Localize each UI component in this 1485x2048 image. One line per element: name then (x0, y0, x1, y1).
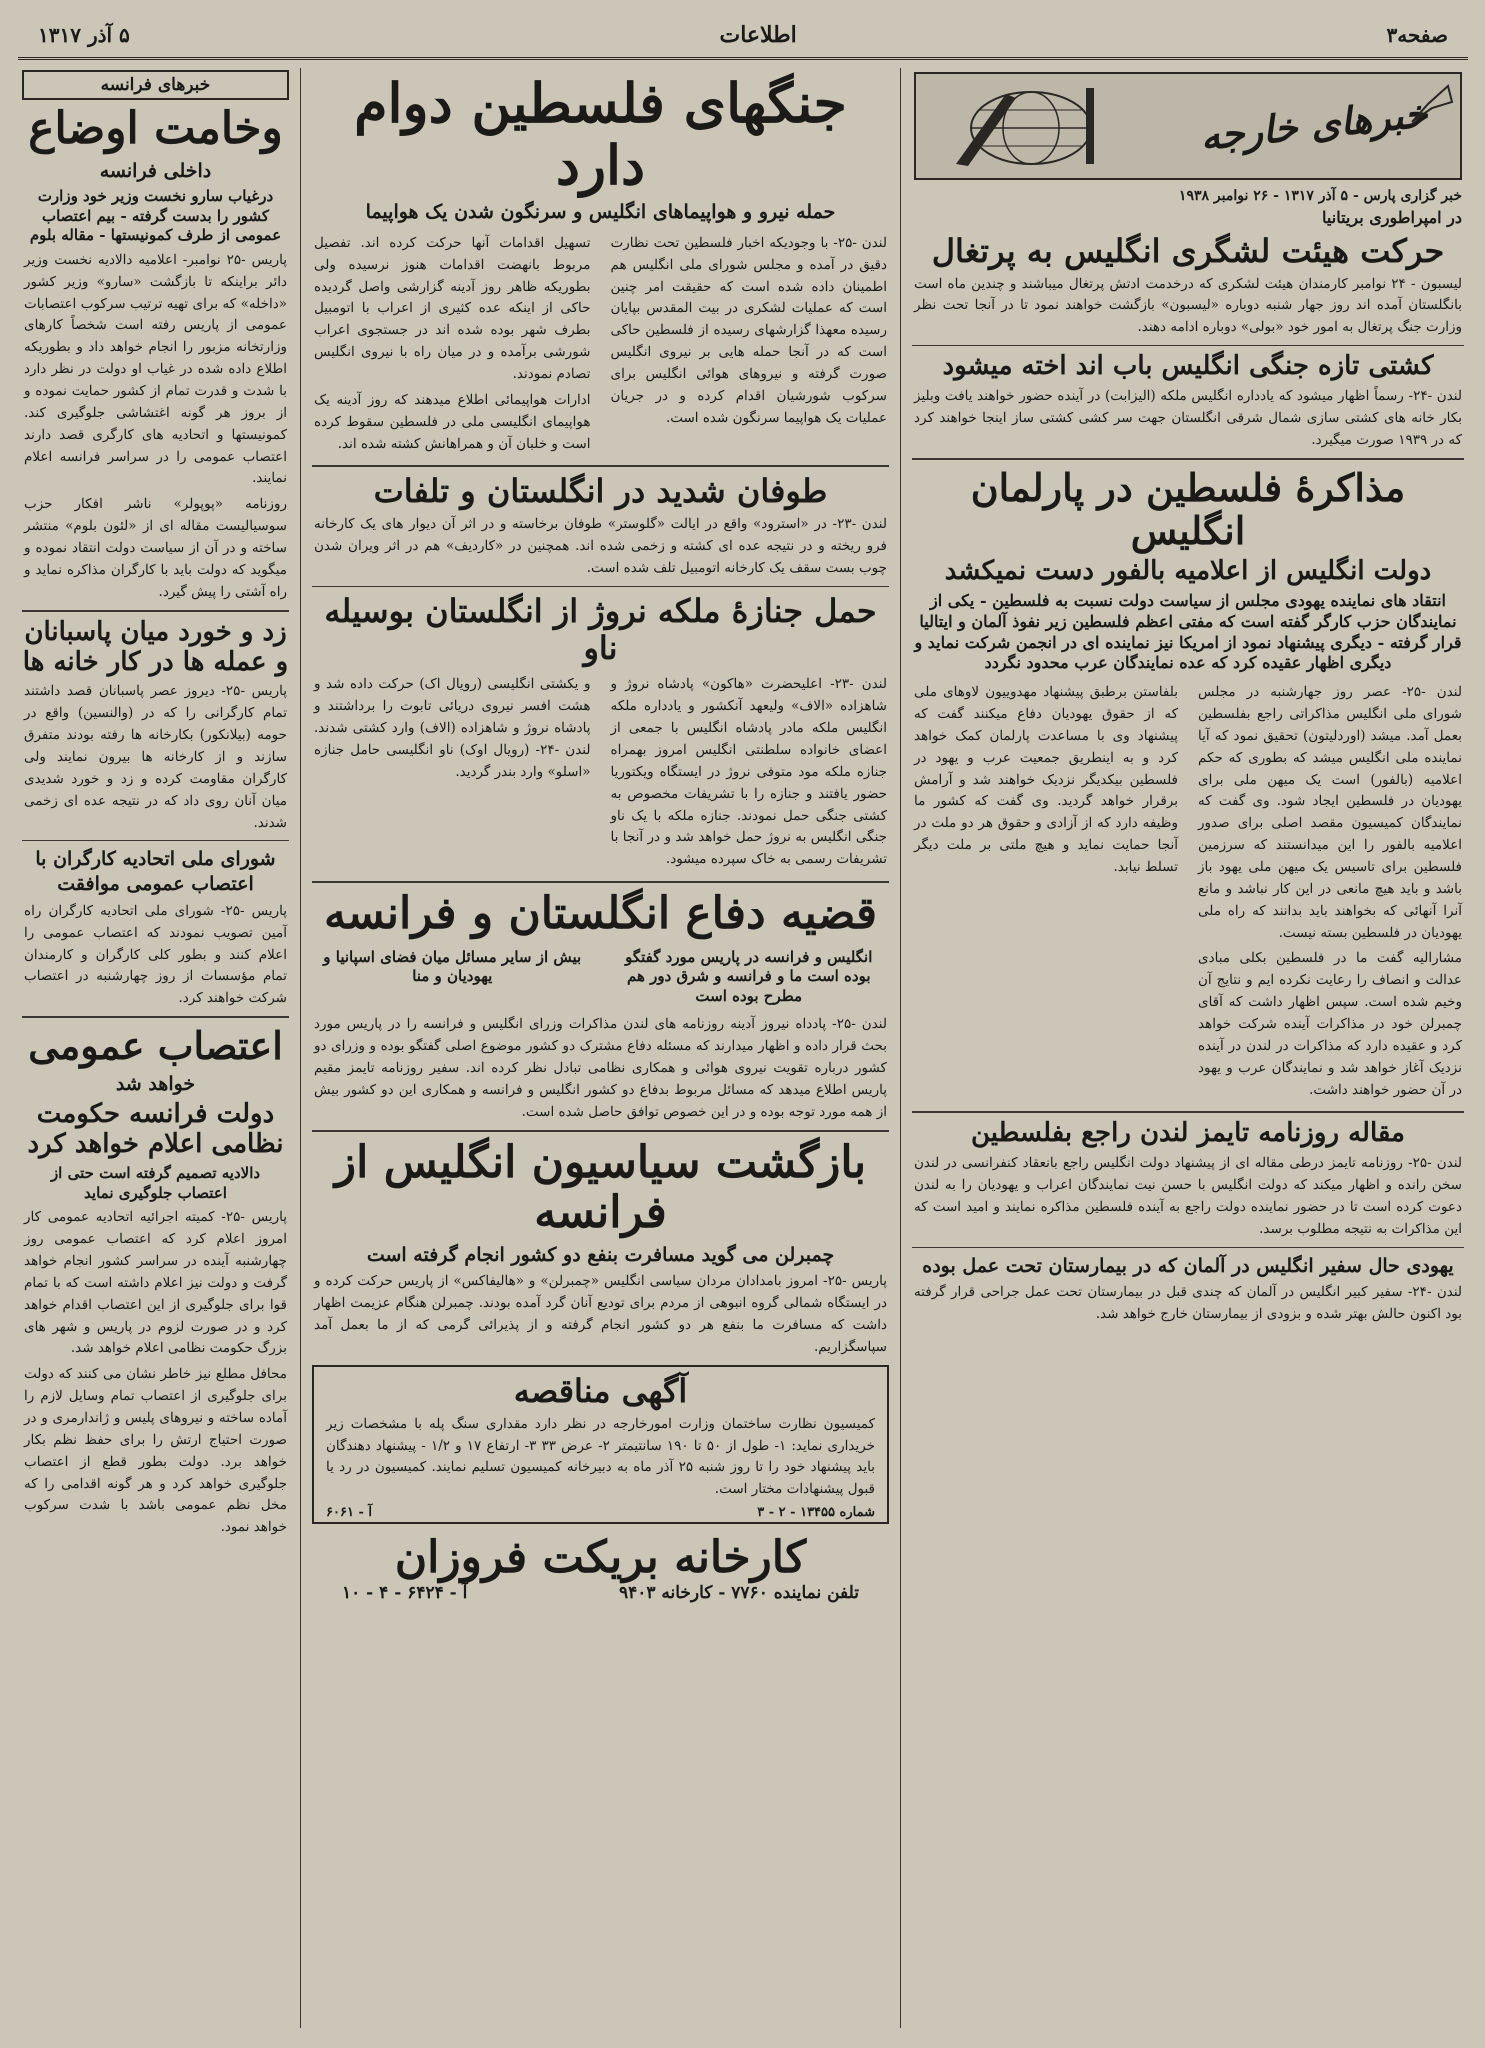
column-rule (900, 68, 901, 2028)
divider (312, 881, 889, 883)
globe-icon (946, 84, 1116, 168)
gramophone-horn-icon (1408, 82, 1454, 128)
headline-palestine-parliament: مذاکرهٔ فلسطین در پارلمان انگلیس (970, 464, 1406, 554)
banner-title: خبرهای خارجه (1198, 90, 1430, 159)
ad-code: آ - ۶۰۶۱ (326, 1505, 372, 1521)
article-text: و یکشتی انگلیسی (رویال اک) حرکت داده شد و هشت افسر نیروی دریائی تابوت را برداشتند و پادشاه نروژ و شاهزاده (الاف) وارد کشتی شدند. لندن -۲۴- (رویال اوک) ناو انگلیسی حامل جنازه «اسلو» وارد بندر گردید. (314, 676, 591, 780)
headline-palestine-wars: جنگهای فلسطین دوام دارد (354, 71, 847, 198)
article-text: لندن -۲۳- اعلیحضرت «هاکون» پادشاه نروژ و شاهزاده «الاف» ولیعهد آنکشور و یادداره ملکه انگلیس ملکه مادر پادشاه انگلیس با جمعی از اعضای خانواده سلطنتی انگلیس امروز بهمراه جنازه ملکه مود متوفی نروژ در ایستگاه ویکتوریا حضور یافتند و جنازه را با تشریفات مخصوص به کشتی جنگی حمل نمودند. جنازه ملکه با یک ناو جنگی انگلیس به نروژ حمل خواهد شد و در آنجا با تشریفات رسمی به خاک سپرده میشود. (610, 676, 887, 868)
divider (912, 458, 1464, 460)
article-text: روزنامه «پوپولر» ناشر افکار حزب سوسیالیست مقاله ای از «لئون بلوم» منتشر ساخته و در آن از سیاست دولت انتقاد نموده و میگوید که دولت باید با کارگران مذاکره نماید و راه آشتی را پیش گیرد. (24, 496, 287, 600)
page-number: صفحه۳ (1386, 22, 1448, 47)
headline-defense: قضیه دفاع انگلستان و فرانسه (323, 888, 878, 940)
tender-ad (312, 1365, 889, 1524)
subheadline-attack: حمله نیرو و هواپیماهای انگلیس و سرنگون شدن یک هواپیما (365, 201, 836, 224)
deck-pair (308, 944, 893, 1011)
middle-column (308, 68, 893, 2028)
headline-union: شورای ملی اتحادیه کارگران با اعتصاب عمومی موافقت (35, 848, 276, 896)
two-column-text (908, 678, 1468, 1105)
foreign-news-column (908, 68, 1468, 2028)
article-text: ادارات هواپیمائی اطلاع میدهند که روز آدینه یک هواپیمای انگلیسی ملی در فلسطین سقوط کرده است و خلبان آن و همراهانش کشته شده اند. (314, 391, 591, 452)
newspaper-page (18, 12, 1468, 2036)
divider (312, 465, 889, 467)
issue-date: ۵ آذر ۱۳۱۷ (38, 22, 130, 47)
divider (312, 1130, 889, 1132)
headline-times-article: مقاله روزنامه تایمز لندن راجع بفلسطین (971, 1118, 1405, 1149)
article-text: پاریس -۲۵- شورای ملی اتحادیه کارگران راه آمین تصویب نمودند که اعتصاب عمومی را اعلام کنند و بطور کلی کارگران و کارمندان تمام مؤسسات از روز چهارشنبه در اعتصاب شرکت خواهند کرد. (24, 902, 287, 1007)
briquette-ad-footer (312, 1583, 889, 1603)
deck-text: بیش از سایر مسائل میان فضای اسپانیا و یهودیان و منا (323, 947, 582, 986)
two-column-text (308, 229, 893, 460)
briquette-ad-code: آ - ۶۴۲۴ - ۴ - ۱۰ (342, 1583, 468, 1604)
kicker: در امپراطوری بریتانیا (1322, 208, 1462, 227)
article-text: لندن -۲۵- با وجودیکه اخبار فلسطین تحت نظارت دقیق در آمده و مجلس شورای ملی انگلیس هم اطمینان داده شده است که حقیقت امر چنین است که عملیات لشکری در بیت المقدس بپایان رسیده معهذا گزارشهای رسیده از فلسطین حاکی است که در آنجا حمله هایی بر نیروی انگلیس صورت گرفته و نیروهای هوائی انگلیس برای سرکوب شورشیان اقدام کرده و در جریان عملیات یک هواپیما سرنگون شده است. (610, 234, 887, 426)
two-column-text (308, 670, 893, 875)
divider (912, 345, 1464, 346)
article-text: لیسبون - ۲۴ نوامبر کارمندان هیئت لشکری که درخدمت ادتش پرتغال میباشند و چندین ماه است بانگلستان آمده اند روز جهار شنبه دوباره «لیسبون» بازگشت خواهند نمود تا در آنجا تحت نظر وزارت جنگ پرتغال به امور خود «بولی» دوباره ادامه دهند. (914, 275, 1462, 336)
article-text: بلفاستن برطبق پیشنهاد مهدوییون لاوهای ملی که از حقوق یهودیان دفاع میکنند گفت که پیشنهاد وی با مساعدت پارلمان کمک خواهد کرد و به اینطریق جمعیت عرب و یهود در فلسطین بیکدیگر نزدیک خواهند شد و آرامش برقرار خواهد گردید. وی گفت که کشور ما وظیفه دارد که از آزادی و حقوق هر دو ملت در آنجا حمایت نماید و هیچ ملتی بر ملت دیگر تسلط نیابد. (914, 684, 1178, 875)
divider (22, 840, 289, 841)
newspaper-name: اطلاعات (719, 21, 797, 48)
subheadline-balfour: دولت انگلیس از اعلامیه بالفور دست نمیکشد (944, 556, 1432, 587)
article-text: لندن -۲۵- پادداه نیروز آدینه روزنامه های لندن مذاکرات وزرای انگلیس و فرانسه را در پاریس مورد بحث قرار داده و اظهار میدارند که مسئله دفاع مشترک دو کشور موضوع اصلی گفتگو بوده و وزرای دو کشور درباره تقویت نیروی هوائی و همکاری نظامی تبادل نظر کرده اند. سفیر روزنامه تایمز مقیم پاریس اطلاع میدهد که مسائل مربوط بدفاع دو کشور انگلیس و فرانسه و همکاری این دو کشور بیش از همه مورد توجه بوده و در این خصوص توافق حاصل شده است. (314, 1016, 887, 1120)
ad-text: کمیسیون نظارت ساختمان وزارت امورخارجه در نظر دارد مقداری سنگ پله با مشخصات زیر خریداری نماید: ۱- طول از ۵۰ تا ۱۹۰ سانتیمتر ۲- عرض ۳۳ ۳- ارتفاع ۱۷ و ۱/۲ - پیشنهاد دهندگان باید پیشنهاد خود را تا روز شنبه ۲۵ آذر ماه به دبیرخانه کمیسیون تسلیم نمایند. کمیسیون در رد یا قبول پیشنهادات مختار است. (326, 1415, 875, 1498)
ad-footer (326, 1505, 875, 1520)
headline-storm: طوفان شدید در انگلستان و تلفات (373, 472, 828, 511)
divider (22, 610, 289, 612)
subheadline-will-be: خواهد شد (115, 1072, 196, 1095)
article-text: تسهیل اقدامات آنها حرکت کرده اند. تفصیل مربوط بانهضت اقدامات هنوز نرسیده ولی بطوریکه ظاهر روز آدینه گزارشی واصل گردیده حاکی از اینکه عده کثیری از اعراب با اتومبیل بطرف شهر بوده شده اند در جستجوی اعراب شورشی برآمده و در میان راه با نیروی انگلیس تصادم نمودند. (314, 234, 591, 383)
france-news-column (18, 68, 293, 2028)
article-text: لندن -۲۳- در «استرود» واقع در ایالت «گلوستر» طوفان برخاسته و در اثر آن دیوار های یک کارخانه فرو ریخته و در نتیجه عده ای کشته و زخمی شده اند. همچنین در «کاردیف» هم در اثر ویران شدن چوب بست سقف یک کارخانه اتومبیل تلف شده است. (314, 516, 887, 576)
article-text: لندن -۲۴- سفیر کبیر انگلیس در آلمان که چندی قبل در بیمارستان تحت عمل جراحی قرار گرفته بود اکنون حالش بهتر شده و بزودی از بیمارستان خارج خواهد شد. (914, 1284, 1463, 1323)
briquette-ad-phone: تلفن نماینده ۷۷۶۰ - کارخانه ۹۴۰۳ (618, 1583, 859, 1604)
subheadline-internal: داخلی فرانسه (99, 159, 212, 182)
subheadline-chamberlain: چمبرلن می گوید مسافرت بنفع دو کشور انجام گرفته است (366, 1243, 835, 1266)
deck-text: انگلیس و فرانسه در پاریس مورد گفتگو بوده است ما و فرانسه و شرق دور هم مطرح بوده است (625, 947, 873, 1005)
article-text: لندن -۲۴- رسماً اظهار میشود که یادداره انگلیس ملکه (الیزابت) در آینده حضور خواهند یافت وبلیز بکار خانه های کشتی سازی شمال شرقی انگلستان جهت سر کشی کشتی ساز اینجا خواهند کرد که در ۱۹۳۹ صورت میگیرد. (914, 388, 1462, 448)
article-text: مشارالیه گفت ما در فلسطین بکلی مبادی عدالت و انصاف را رعایت نکرده ایم و نتایج آن وخیم شده است. سپس اظهار داشت که آقای چمبرلن خود در مذاکرات آینده شرکت خواهد کرد و عقیده دارد که مذاکرات در لندن در آینده نزدیک آغاز خواهد شد و نمایندگان عرب و یهود در آن حضور خواهند داشت. (1198, 950, 1462, 1098)
section-header (22, 70, 289, 100)
headline-return: بازگشت سیاسیون انگلیس از فرانسه (334, 1136, 867, 1239)
divider (312, 586, 889, 587)
divider (912, 1247, 1464, 1248)
divider (22, 1016, 289, 1018)
divider (912, 1111, 1464, 1113)
article-text: پاریس -۲۵- دیروز عصر پاسبانان قصد داشتند تمام کارگرانی را که در (والنسین) واقع در حومه (بیلانکور) بکارخانه ها رفته بودند متفرق سازند و از کارخانه ها بیرون نمایند ولی کارگران مقاومت کرده و زد و خورد شدیدی میان آنان روی داد که در نتیجه عده ای زخمی شدند. (24, 683, 287, 831)
article-text: لندن -۲۵- عصر روز جهارشنبه در مجلس شورای ملی انگلیس مذاکراتی راجع بفلسطین بعمل آمد. میشد (اوردلیتون) تحقیق نمود که آیا نماینده ملی انگلیس میشد که بطوری که حکم اعلامیه (بالفور) است یک میهن ملی برای یهودیان در فلسطین ایجاد شود. وی گفت که نمایندگان کمیسیون مقصد اصلی برای صدور اعلامیه بالفور را این میدانستند که سرزمین فلسطین برای تاسیس یک میهن ملی یهود باز باشد و باید هیچ مانعی در این کار نباشد و مانع آنرا آنهائی که بخواهند باید بدانند که راه ملی یهودیان در فلسطین بسته نیست. (1198, 684, 1462, 941)
article-text: لندن -۲۵- روزنامه تایمز درطی مقاله ای از پیشنهاد دولت انگلیس راجع بانعقاد کنفرانسی در لندن سخن رانده و اظهار میکند که دولت انگلیس با حسن نیت نمایندگان اعراب و یهودیان را به لندن دعوت کرده است تا در حضور نماینده دولت راجع به آینده فلسطین مذاکره نمایند و امید است که این مذاکرات به نتیجه مطلوب برسد. (914, 1155, 1462, 1237)
article-text: محافل مطلع نیز خاطر نشان می کنند که دولت برای جلوگیری از اعتصاب تمام وسایل لازم را آماده ساخته و نیروهای پلیس و ژاندارمری و در صورت احتیاج ارتش را برای حفظ نظم بکار خواهد برد. دولت بطور قطع از اعتصاب جلوگیری خواهد کرد و هر گونه اقدامی را که مخل نظم عمومی باشد با شدت سرکوب خواهد نمود. (24, 1366, 287, 1536)
headline-clash: زد و خورد میان پاسبانان و عمله ها در کار خانه ها (22, 616, 289, 677)
headline-new-warship: کشتی تازه جنگی انگلیس باب اند اخته میشود (942, 351, 1434, 382)
article-text: پاریس -۲۵- امروز بامدادان مردان سیاسی انگلیس «چمبرلن» و «هالیفاکس» از پاریس حرکت کرده و در ایستگاه شمالی گروه انبوهی از مردم برای تودیع آنان گرد آمده بودند. چمبرلن هنگام عزیمت اظهار داشت که مسافرت ما بنفع هر دو کشور انجام گرفته و از پذیرائی گرمی که از ما بعمل آمد سپاسگزاریم. (314, 1273, 887, 1356)
briquette-ad-name: کارخانه بریکت فروزان (394, 1532, 807, 1584)
article-text: پاریس -۲۵ نوامبر- اعلامیه دالادیه نخست وزیر دائر براینکه تا بازگشت «سارو» وزیر کشور «داخله» که برای تهیه ترتیب سرکوب اعتصابات عمومی از پاریس رفته است شخصاً کارهای وزارتخانه مزبور را انجام خواهد داد و بطوریکه اطلاع داده شده در غیاب او دولت در نظر دارد با شدت و قدرت تمام از کشور حمایت نموده و از بروز هر گونه اغتشاشی جلوگیری کند. کمونیستها و اتحادیه های کارگری قصد دارند اعتصاب عمومی را در سراسر فرانسه اعلام نمایند. (24, 251, 287, 487)
masthead (18, 12, 1468, 60)
deck-text: دالادیه تصمیم گرفته است حتی از اعتصاب جلوگیری نماید (50, 1164, 261, 1202)
section-kicker: خبرهای فرانسه (100, 75, 211, 95)
dateline: خبر گزاری پارس - ۵ آذر ۱۳۱۷ - ۲۶ نوامبر ۱۹۳۸ (1178, 188, 1462, 204)
deck-text: درغیاب سارو نخست وزیر خود وزارت کشور را بدست گرفته - بیم اعتصاب عمومی از طرف کمونیستها - مقاله بلوم (29, 187, 282, 245)
headline-general-strike: اعتصاب عمومی (28, 1023, 283, 1069)
foreign-news-banner (914, 72, 1462, 180)
ad-title: آگهی مناقصه (513, 1371, 688, 1410)
article-text: پاریس -۲۵- کمیته اجرائیه اتحادیه عمومی کار امروز اعلام کرد که اعتصاب عمومی روز چهارشنبه آینده در سراسر کشور انجام خواهد گرفت و دولت نیز اعلام داشته است که با تمام قوا برای جلوگیری از این اعتصاب اقدام خواهد کرد و در صورت لزوم در پاریس و شهر های بزرگ حکومت نظامی اعلام خواهد شد. (24, 1209, 287, 1357)
headline-martial-law: دولت فرانسه حکومت نظامی اعلام خواهد کرد (27, 1099, 284, 1160)
column-rule (300, 68, 301, 2028)
headline-situation: وخامت اوضاع (28, 103, 283, 155)
headline-ambassador: یهودی حال سفیر انگلیس در آلمان که در بیمارستان تحت عمل بوده (922, 1254, 1454, 1277)
headline-military-mission: حرکت هیئت لشگری انگلیس به پرتغال (931, 231, 1445, 270)
ad-number: شماره ۱۳۴۵۵ - ۲ - ۳ (757, 1505, 875, 1521)
deck-text: انتقاد های نماینده یهودی مجلس از سیاست دولت نسبت به فلسطین - یکی از نمایندگان حزب کارگر گفته است که مفتی اعظم فلسطین زیر نفوذ آلمان و ایتالیا قرار گرفته - دیگری پیشنهاد نمود از امریکا نیز نماینده ای در انجمن شرکت نماید و دیگری اظهار عقیده کرد که عده نمایندگان عرب محدود نگردد (914, 590, 1462, 673)
briquette-ad (312, 1532, 889, 1603)
headline-queen-funeral: حمل جنازهٔ ملکه نروژ از انگلستان بوسیله ناو (324, 591, 877, 667)
